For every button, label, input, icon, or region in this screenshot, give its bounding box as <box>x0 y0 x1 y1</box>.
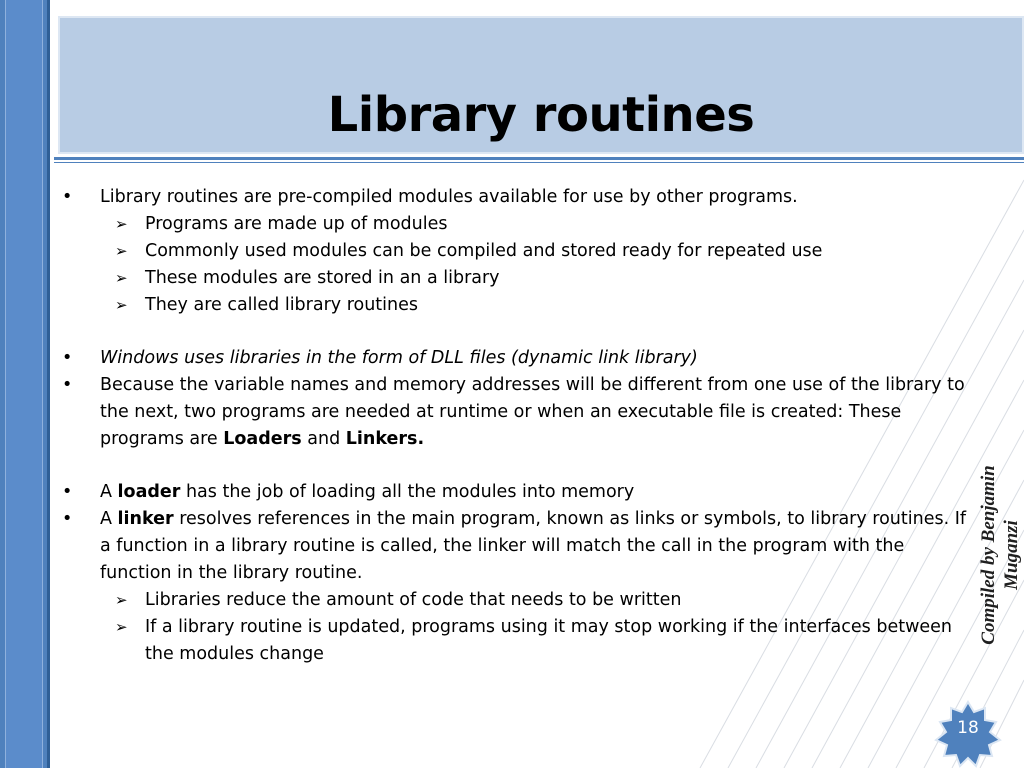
arrow-bullet-icon: ➢ <box>115 296 128 314</box>
bullet-text: Windows uses libraries in the form of DLL files (dynamic link library) <box>100 348 698 368</box>
title-box <box>58 16 1024 154</box>
slide-body <box>60 184 975 668</box>
bullet-text: has the job of loading all the modules into memory <box>180 482 635 502</box>
slide-title: Library routines <box>327 87 755 143</box>
arrow-bullet-icon: ➢ <box>115 618 128 636</box>
sub-bullet-text: Libraries reduce the amount of code that needs to be written <box>145 590 682 610</box>
sub-bullet-text: Programs are made up of modules <box>145 214 448 234</box>
sub-bullet-text: These modules are stored in an a library <box>145 268 500 288</box>
linkers-term: Linkers. <box>345 429 425 449</box>
linker-term: linker <box>117 509 174 529</box>
loader-term: loader <box>117 482 181 502</box>
bullet-text: resolves references in the main program, known as links or symbols, to library routines. If a function in a library routine is called, the linker will match the call in the program with the function in the library routine. <box>100 509 967 583</box>
arrow-bullet-icon: ➢ <box>115 215 128 233</box>
bullet-text: Library routines are pre-compiled modules available for use by other programs. <box>100 187 798 207</box>
loaders-term: Loaders <box>223 429 302 449</box>
sub-bullet <box>60 265 975 292</box>
author-credit <box>975 440 1024 670</box>
bullet-text-and: and <box>301 429 346 449</box>
arrow-bullet-icon: ➢ <box>115 591 128 609</box>
bullet-text: A <box>100 509 118 529</box>
bullet-marker: • <box>62 509 73 529</box>
sub-bullet-text: They are called library routines <box>145 295 419 315</box>
bullet-marker: • <box>62 187 73 207</box>
bullet-marker: • <box>62 482 73 502</box>
sub-bullet <box>60 614 975 668</box>
left-accent-bar-inner <box>5 0 43 768</box>
bullet-text: Because the variable names and memory addresses will be different from one use of the library to the next, two programs are needed at runtime or when an executable file is created: These programs are <box>100 375 965 449</box>
title-underline <box>54 157 1024 160</box>
sub-bullet-text: If a library routine is updated, programs using it may stop working if the interfaces between the modules change <box>145 617 953 664</box>
bullet-linker <box>60 506 975 587</box>
bullet-loaders-linkers <box>60 372 975 453</box>
bullet-marker: • <box>62 348 73 368</box>
sub-bullet-text: Commonly used modules can be compiled and stored ready for repeated use <box>145 241 823 261</box>
arrow-bullet-icon: ➢ <box>115 242 128 260</box>
bullet-loader <box>60 479 975 506</box>
title-underline-thin <box>54 162 1024 163</box>
bullet-library-routines <box>60 184 975 211</box>
author-credit-text: Compiled by Benjamin Muganzi <box>978 465 1022 645</box>
arrow-bullet-icon: ➢ <box>115 269 128 287</box>
page-number: 18 <box>957 718 979 738</box>
sub-bullet <box>60 238 975 265</box>
bullet-marker: • <box>62 375 73 395</box>
left-accent-bar <box>0 0 50 768</box>
bullet-text: A <box>100 482 118 502</box>
bullet-windows-dll <box>60 345 975 372</box>
sub-bullet <box>60 587 975 614</box>
sub-bullet <box>60 211 975 238</box>
sub-bullet <box>60 292 975 319</box>
